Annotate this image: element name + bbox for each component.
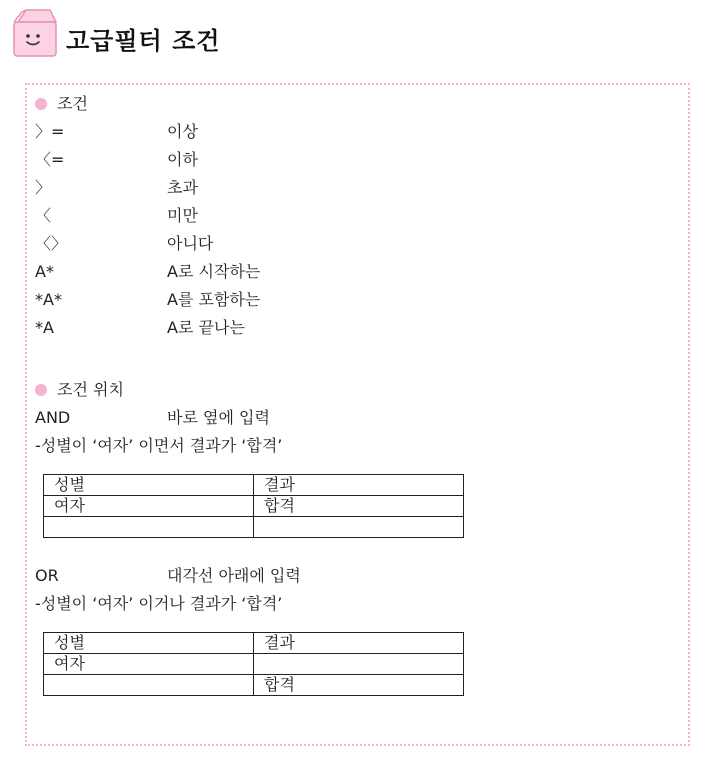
operator-meaning: A로 끝나는 xyxy=(167,318,245,337)
table-cell: 합격 xyxy=(254,496,464,517)
and-description: 바로 옆에 입력 xyxy=(167,408,270,427)
table-cell xyxy=(44,675,254,696)
operator-meaning: A로 시작하는 xyxy=(167,262,261,281)
table-row xyxy=(44,654,464,675)
table-cell xyxy=(44,517,254,538)
operator: 〈 xyxy=(35,206,52,225)
operator-meaning: 이상 xyxy=(167,122,198,141)
or-description: 대각선 아래에 입력 xyxy=(167,566,301,585)
operator: A* xyxy=(35,262,54,281)
table-row xyxy=(44,475,464,496)
or-note: -성별이 ‘여자’ 이거나 결과가 ‘합격’ xyxy=(35,594,283,613)
section-heading-position: 조건 위치 xyxy=(35,380,124,400)
operator-meaning: 미만 xyxy=(167,206,198,225)
milk-carton-icon xyxy=(8,4,64,60)
pink-bullet-icon xyxy=(35,98,47,110)
and-criteria-table xyxy=(43,474,464,538)
table-row xyxy=(44,675,464,696)
operator-meaning: 초과 xyxy=(167,178,198,197)
table-cell xyxy=(254,517,464,538)
pink-bullet-icon xyxy=(35,384,47,396)
table-cell: 여자 xyxy=(44,654,254,675)
operator: 〉 xyxy=(35,178,52,197)
table-row xyxy=(44,496,464,517)
page-header xyxy=(8,4,220,60)
operator: *A xyxy=(35,318,54,337)
section-heading-conditions: 조건 xyxy=(35,94,88,114)
table-cell: 합격 xyxy=(254,675,464,696)
operator: *A* xyxy=(35,290,62,309)
or-criteria-table xyxy=(43,632,464,696)
operator-meaning: A를 포함하는 xyxy=(167,290,261,309)
content-box xyxy=(25,83,690,746)
table-cell xyxy=(254,654,464,675)
or-label: OR xyxy=(35,566,59,585)
and-label: AND xyxy=(35,408,71,427)
operator-meaning: 이하 xyxy=(167,150,198,169)
table-cell: 결과 xyxy=(254,475,464,496)
operator: 〈= xyxy=(35,150,65,169)
table-row xyxy=(44,633,464,654)
and-note: -성별이 ‘여자’ 이면서 결과가 ‘합격’ xyxy=(35,436,283,455)
page-title: 고급필터 조건 xyxy=(66,27,221,55)
operator-meaning: 아니다 xyxy=(167,234,214,253)
table-cell: 여자 xyxy=(44,496,254,517)
operator: 〉= xyxy=(35,122,65,141)
table-row xyxy=(44,517,464,538)
table-cell: 결과 xyxy=(254,633,464,654)
operator: 〈〉 xyxy=(35,234,68,253)
table-cell: 성별 xyxy=(44,633,254,654)
table-cell: 성별 xyxy=(44,475,254,496)
